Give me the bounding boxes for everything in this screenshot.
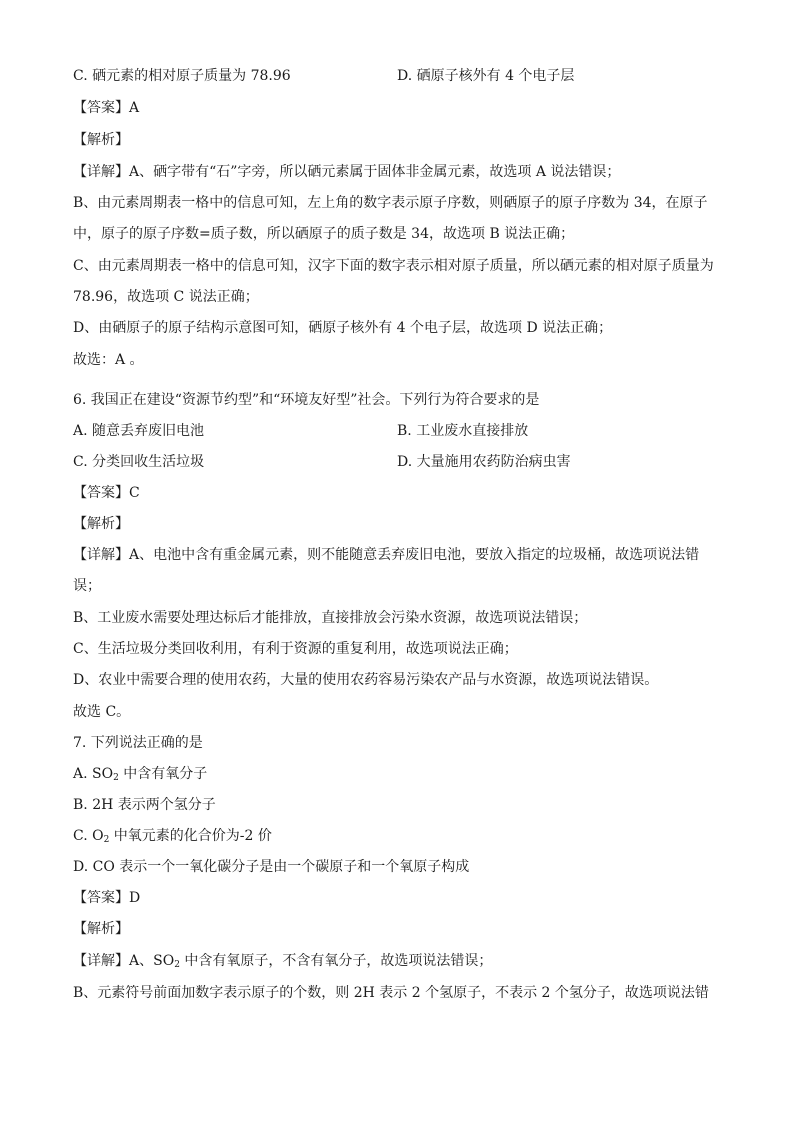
- q5-option-d: D. 硒原子核外有 4 个电子层: [397, 68, 575, 84]
- q6-detail-a-line2: 误；: [73, 578, 101, 594]
- q7-detail-b: B、元素符号前面加数字表示原子的个数，则 2H 表示 2 个氢原子，不表示 2 个氢分子，故选项说法错: [73, 985, 709, 1001]
- q6-detail-a-line1: 【详解】A、电池中含有重金属元素，则不能随意丢弃废旧电池，要放入指定的垃圾桶，故选项说法错: [73, 547, 700, 563]
- q6-detail-b: B、工业废水需要处理达标后才能排放，直接排放会污染水资源，故选项说法错误；: [73, 610, 588, 626]
- q7-option-a-subscript: 2: [113, 773, 119, 783]
- q7-option-a-prefix: A. SO: [73, 766, 114, 782]
- q6-detail-c: C、生活垃圾分类回收利用，有利于资源的重复利用，故选项说法正确；: [73, 641, 518, 657]
- q5-detail-d: D、由硒原子的原子结构示意图可知，硒原子核外有 4 个电子层，故选项 D 说法正确；: [73, 320, 613, 336]
- q7-option-b: B. 2H 表示两个氢分子: [73, 797, 216, 813]
- q7-option-c-subscript: 2: [103, 835, 110, 845]
- q6-conclusion: 故选 C。: [73, 704, 131, 720]
- q7-detail-a: [73, 951, 492, 971]
- q7-stem: 7. 下列说法正确的是: [73, 735, 203, 751]
- q5-option-c: C. 硒元素的相对原子质量为 78.96: [73, 68, 291, 84]
- q7-option-c: [73, 826, 272, 846]
- q5-answer: 【答案】A: [73, 100, 140, 116]
- q7-option-c-suffix: 中氧元素的化合价为-2 价: [109, 828, 272, 844]
- q6-option-c: C. 分类回收生活垃圾: [73, 454, 205, 470]
- q5-conclusion: 故选：A 。: [73, 352, 144, 368]
- q5-detail-c-line1: C、由元素周期表一格中的信息可知，汉字下面的数字表示相对原子质量，所以硒元素的相对原子质量为: [73, 258, 714, 274]
- q7-answer: 【答案】D: [73, 890, 141, 906]
- q7-option-a-suffix: 中含有氧分子: [118, 766, 208, 782]
- q5-detail-b-line1: B、由元素周期表一格中的信息可知，左上角的数字表示原子序数，则硒原子的原子序数为 34，在原子: [73, 195, 708, 211]
- q7-detail-a-prefix: 【详解】A、SO: [73, 953, 175, 969]
- q7-analysis-heading: 【解析】: [73, 921, 129, 937]
- q6-stem: 6. 我国正在建设“资源节约型”和“环境友好型”社会。下列行为符合要求的是: [73, 392, 540, 408]
- q5-detail-a: 【详解】A、硒字带有“石”字旁，所以硒元素属于固体非金属元素，故选项 A 说法错误；: [73, 164, 621, 180]
- q6-analysis-heading: 【解析】: [73, 516, 129, 532]
- q6-answer: 【答案】C: [73, 485, 140, 501]
- q6-detail-d: D、农业中需要合理的使用农药，大量的使用农药容易污染农产品与水资源，故选项说法错误。: [73, 672, 659, 688]
- q6-option-a: A. 随意丢弃废旧电池: [73, 423, 205, 439]
- q7-option-a: [73, 764, 207, 784]
- q5-detail-b-line2: 中，原子的原子序数=质子数，所以硒原子的质子数是 34，故选项 B 说法正确；: [73, 226, 575, 242]
- q6-option-d: D. 大量施用农药防治病虫害: [397, 454, 571, 470]
- q7-detail-a-suffix: 中含有氧原子，不含有氧分子，故选项说法错误；: [179, 953, 493, 969]
- q6-option-b: B. 工业废水直接排放: [397, 423, 529, 439]
- q7-option-d: D. CO 表示一个一氧化碳分子是由一个碳原子和一个氧原子构成: [73, 859, 470, 875]
- q5-detail-c-line2: 78.96，故选项 C 说法正确；: [73, 289, 259, 305]
- q7-detail-a-subscript: 2: [174, 960, 180, 970]
- q5-analysis-heading: 【解析】: [73, 132, 129, 148]
- q7-option-c-prefix: C. O: [73, 828, 104, 844]
